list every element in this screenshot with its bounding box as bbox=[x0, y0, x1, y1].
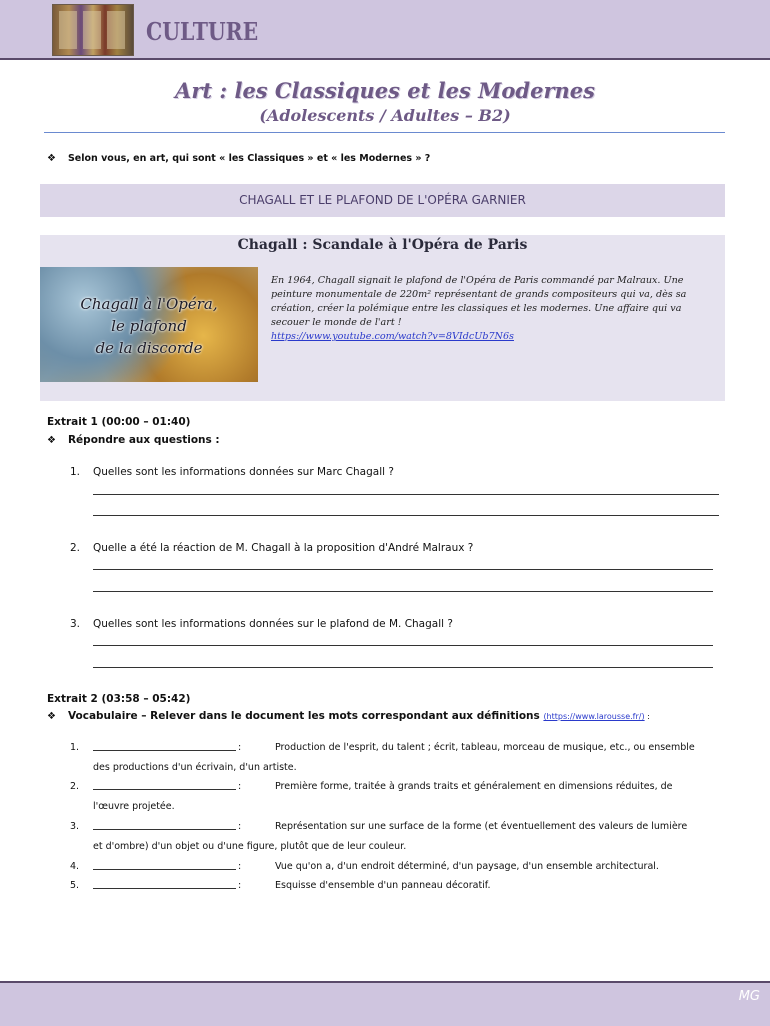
answer-line[interactable] bbox=[93, 569, 713, 570]
article-title: Chagall : Scandale à l'Opéra de Paris bbox=[237, 237, 528, 253]
vocab-colon: : bbox=[238, 821, 242, 832]
question-3 bbox=[70, 618, 453, 630]
vocab-definition: Esquisse d'ensemble d'un panneau décoratif. bbox=[275, 880, 491, 891]
vocab-number: 5. bbox=[70, 880, 80, 891]
vocab-definition: Production de l'esprit, du talent ; écrit, tableau, morceau de musique, etc., ou ensemble bbox=[275, 742, 695, 753]
vocab-blank[interactable] bbox=[93, 750, 236, 751]
extract2-label: Extrait 2 (03:58 – 05:42) bbox=[47, 693, 191, 705]
page-title: Art : les Classiques et les Modernes bbox=[175, 78, 595, 103]
question-1 bbox=[70, 466, 394, 478]
extract2-instruction bbox=[47, 710, 650, 722]
larousse-link[interactable]: (https://www.larousse.fr/) bbox=[543, 712, 645, 721]
page-subtitle: (Adolescents / Adultes – B2) bbox=[259, 106, 511, 125]
vocab-number: 3. bbox=[70, 821, 80, 832]
answer-line[interactable] bbox=[93, 494, 719, 495]
vocab-definition: Représentation sur une surface de la forme (et éventuellement des valeurs de lumière bbox=[275, 821, 688, 832]
vocab-colon: : bbox=[238, 742, 242, 753]
image-caption-line: le plafond bbox=[111, 317, 187, 335]
question-text: Quelle a été la réaction de M. Chagall à la proposition d'André Malraux ? bbox=[93, 542, 474, 554]
question-number: 3. bbox=[70, 618, 81, 630]
vocab-colon: : bbox=[238, 880, 242, 891]
answer-line[interactable] bbox=[93, 645, 713, 646]
answer-line[interactable] bbox=[93, 667, 713, 668]
article-box bbox=[40, 235, 725, 401]
link-suffix: : bbox=[644, 712, 650, 721]
vocab-definition: Vue qu'on a, d'un endroit déterminé, d'un paysage, d'un ensemble architectural. bbox=[275, 861, 659, 872]
question-number: 2. bbox=[70, 542, 81, 554]
diamond-bullet-icon: ❖ bbox=[47, 435, 56, 446]
vocab-number: 4. bbox=[70, 861, 80, 872]
section-heading-band bbox=[40, 184, 725, 217]
question-text: Quelles sont les informations données sur Marc Chagall ? bbox=[93, 466, 394, 478]
vocab-definition-cont: l'œuvre projetée. bbox=[93, 801, 175, 812]
question-text: Quelles sont les informations données sur le plafond de M. Chagall ? bbox=[93, 618, 453, 630]
vocab-colon: : bbox=[238, 781, 242, 792]
header-band bbox=[0, 0, 770, 60]
vocab-colon: : bbox=[238, 861, 242, 872]
extract1-label: Extrait 1 (00:00 – 01:40) bbox=[47, 416, 191, 428]
answer-line[interactable] bbox=[93, 591, 713, 592]
extract1-instruction-text: Répondre aux questions : bbox=[67, 434, 220, 446]
header-painting-thumbnail bbox=[52, 4, 134, 56]
vocab-definition-cont: des productions d'un écrivain, d'un artiste. bbox=[93, 762, 297, 773]
title-divider bbox=[44, 132, 725, 133]
vocab-number: 2. bbox=[70, 781, 80, 792]
extract2-instruction-text: Vocabulaire – Relever dans le document les mots correspondant aux définitions bbox=[67, 710, 540, 722]
extract1-instruction bbox=[47, 434, 220, 446]
question-2 bbox=[70, 542, 473, 554]
section-heading: CHAGALL ET LE PLAFOND DE L'OPÉRA GARNIER bbox=[239, 193, 526, 207]
diamond-bullet-icon: ❖ bbox=[47, 711, 56, 722]
video-link[interactable]: https://www.youtube.com/watch?v=8VIdcUb7N6s bbox=[271, 331, 514, 342]
vocab-blank[interactable] bbox=[93, 888, 236, 889]
ceiling-painting-image bbox=[40, 267, 258, 382]
image-caption-line: Chagall à l'Opéra, bbox=[80, 295, 218, 313]
vocab-blank[interactable] bbox=[93, 789, 236, 790]
intro-question-text: Selon vous, en art, qui sont « les Classiques » et « les Modernes » ? bbox=[67, 153, 431, 164]
intro-question bbox=[47, 153, 430, 164]
vocab-number: 1. bbox=[70, 742, 80, 753]
footer-initials: MG bbox=[738, 989, 760, 1004]
answer-line[interactable] bbox=[93, 515, 719, 516]
image-caption-line: de la discorde bbox=[95, 339, 203, 357]
header-title: CULTURE bbox=[146, 17, 259, 46]
article-body bbox=[271, 274, 721, 344]
vocab-blank[interactable] bbox=[93, 869, 236, 870]
diamond-bullet-icon: ❖ bbox=[47, 153, 56, 164]
vocab-definition: Première forme, traitée à grands traits et généralement en dimensions réduites, de bbox=[275, 781, 673, 792]
footer-band bbox=[0, 981, 770, 1026]
article-text: En 1964, Chagall signait le plafond de l'Opéra de Paris commandé par Malraux. Une peinture monumentale de 220m² représentant de grands compositeurs qui va, dès sa création, créer la polémique entre les classiques et les modernes. Une affaire qui va secouer le monde de l'art ! bbox=[271, 275, 687, 328]
question-number: 1. bbox=[70, 466, 81, 478]
vocab-blank[interactable] bbox=[93, 829, 236, 830]
vocab-definition-cont: et d'ombre) d'un objet ou d'une figure, plutôt que de leur couleur. bbox=[93, 841, 407, 852]
